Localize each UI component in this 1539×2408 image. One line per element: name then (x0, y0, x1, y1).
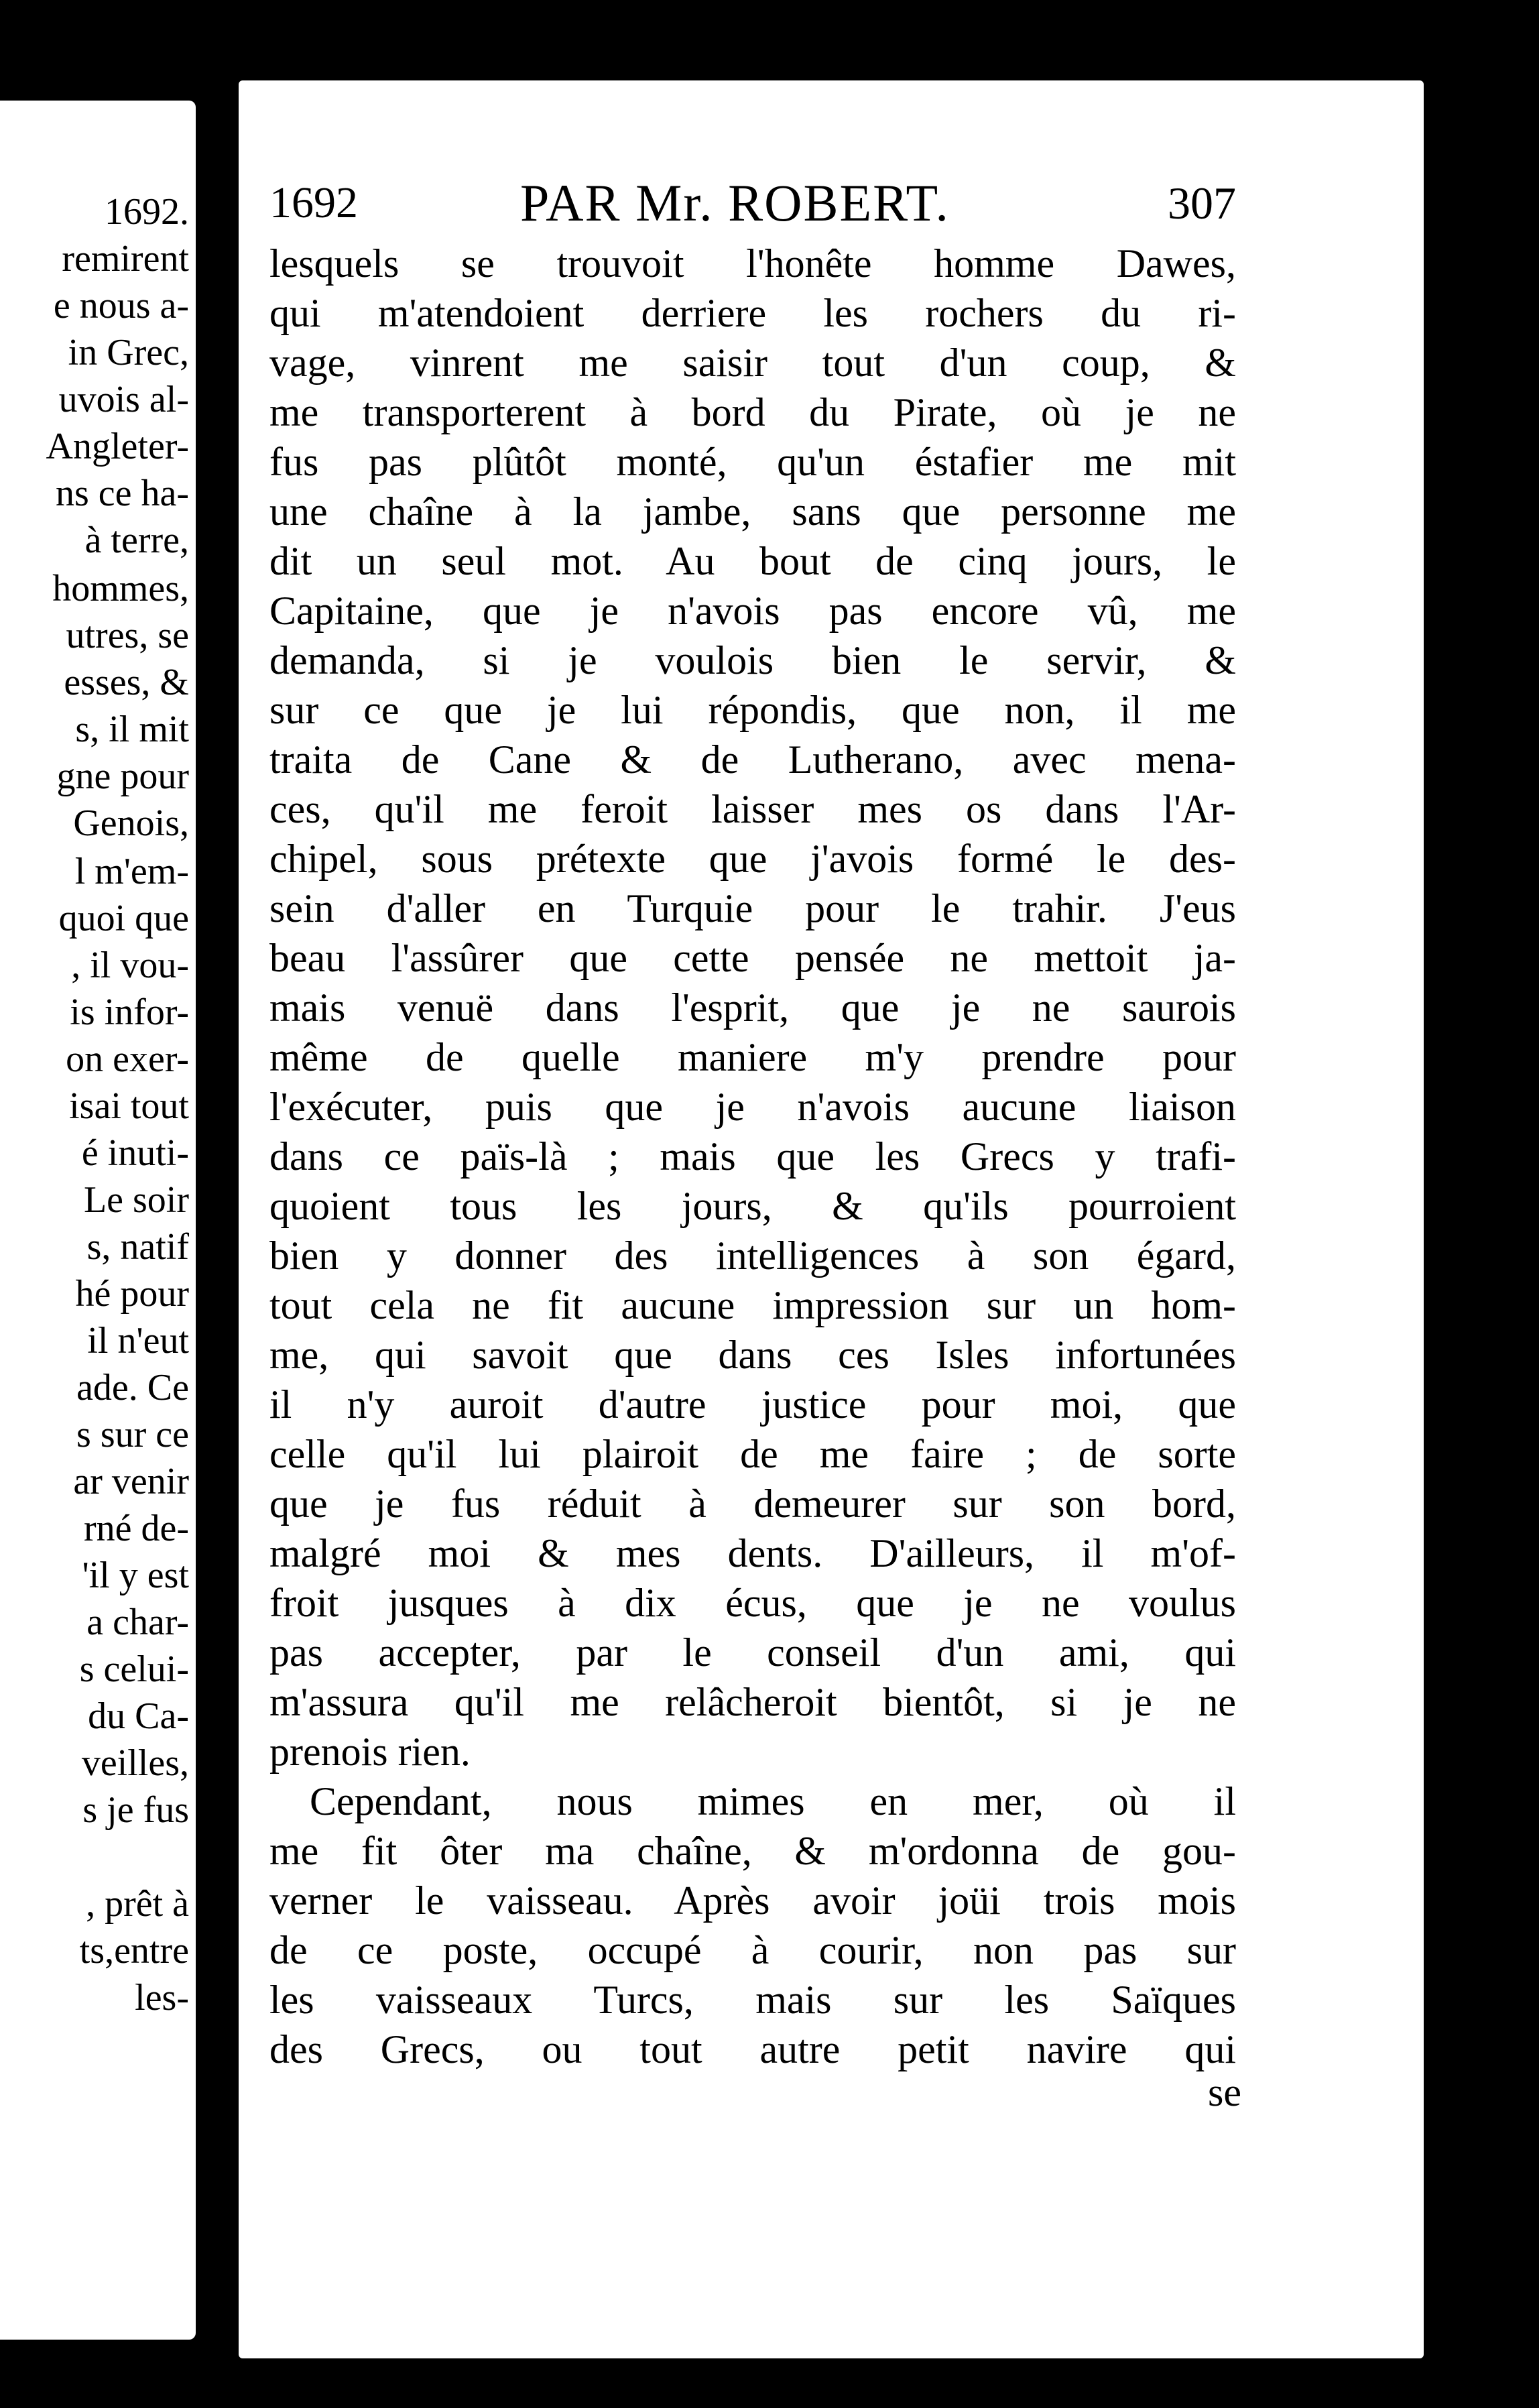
left-page-line: esses, & (64, 662, 189, 703)
left-page-line: veilles, (81, 1742, 189, 1784)
header-title: PAR Mr. ROBERT. (520, 174, 950, 232)
left-page-line: uvois al- (58, 379, 189, 420)
left-page-line: remirent (62, 238, 189, 280)
text-line: me transporterent à bord du Pirate, où je ne (269, 390, 1236, 434)
left-page-line: is infor- (70, 991, 189, 1033)
text-line: me, qui savoit que dans ces Isles infortunées (269, 1333, 1236, 1377)
left-page-line: isai tout (69, 1085, 189, 1127)
left-page-line: s celui- (79, 1648, 189, 1690)
text-line: l'exécuter, puis que je n'avois aucune liaison (269, 1085, 1236, 1129)
text-line: que je fus réduit à demeurer sur son bord, (269, 1482, 1236, 1526)
text-line: même de quelle maniere m'y prendre pour (269, 1035, 1236, 1079)
running-header (269, 173, 1236, 233)
text-line: Capitaine, que je n'avois pas encore vû, me (269, 589, 1236, 633)
text-line: traita de Cane & de Lutherano, avec mena- (269, 737, 1236, 782)
left-page-line: ns ce ha- (55, 473, 189, 514)
catchword: se (1208, 2070, 1241, 2114)
body-text (269, 239, 1236, 2074)
left-page-line: hommes, (52, 568, 189, 609)
left-page-line: e nous a- (53, 285, 189, 326)
text-line: ces, qu'il me feroit laisser mes os dans l'Ar- (269, 787, 1236, 831)
text-line: quoient tous les jours, & qu'ils pourroient (269, 1184, 1236, 1228)
left-page-line: ar venir (73, 1461, 189, 1502)
page-number: 307 (1168, 178, 1236, 229)
left-page-line: il n'eut (87, 1320, 189, 1362)
text-line: celle qu'il lui plairoit de me faire ; de sorte (269, 1432, 1236, 1476)
text-line: les vaisseaux Turcs, mais sur les Saïques (269, 1978, 1236, 2022)
left-page-line: utres, se (66, 615, 189, 656)
left-page-line: ade. Ce (76, 1367, 189, 1408)
left-page-line: du Ca- (88, 1695, 189, 1737)
left-page-line: in Grec, (68, 332, 189, 373)
left-page-line: l m'em- (74, 851, 189, 892)
text-line: il n'y auroit d'autre justice pour moi, que (269, 1382, 1236, 1427)
left-page-line: s je fus (82, 1789, 189, 1831)
left-page-line: rné de- (83, 1508, 189, 1549)
text-line: de ce poste, occupé à courir, non pas sur (269, 1928, 1236, 1972)
text-line: tout cela ne fit aucune impression sur un hom- (269, 1283, 1236, 1327)
ink-speck (485, 64, 491, 70)
left-page-line: Angleter- (46, 426, 189, 467)
text-line: verner le vaisseau. Après avoir joüi trois mois (269, 1878, 1236, 1923)
left-page-line: Le soir (83, 1179, 189, 1221)
left-page-line: les- (135, 1977, 189, 2019)
left-page-line: hé pour (75, 1273, 189, 1315)
header-year: 1692 (269, 178, 358, 227)
text-line: vage, vinrent me saisir tout d'un coup, & (269, 341, 1236, 385)
text-line: mais venuë dans l'esprit, que je ne saurois (269, 985, 1236, 1030)
text-line: m'assura qu'il me relâcheroit bientôt, si je ne (269, 1680, 1236, 1724)
left-page-line: on exer- (66, 1038, 189, 1080)
text-line: lesquels se trouvoit l'honête homme Dawes, (269, 241, 1236, 286)
text-line: beau l'assûrer que cette pensée ne mettoit ja- (269, 936, 1236, 980)
left-page-line: quoi que (58, 898, 189, 939)
text-line: prenois rien. (269, 1730, 471, 1774)
left-page-line: s sur ce (76, 1414, 189, 1455)
text-line: bien y donner des intelligences à son égard, (269, 1233, 1236, 1278)
text-line: Cependant, nous mimes en mer, où il (310, 1779, 1236, 1823)
left-page-line: 1692. (105, 191, 189, 233)
left-page-line: ts,entre (79, 1930, 189, 1972)
text-line: dans ce païs-là ; mais que les Grecs y trafi- (269, 1134, 1236, 1179)
text-line: des Grecs, ou tout autre petit navire qui (269, 2027, 1236, 2071)
left-page-line: gne pour (56, 756, 189, 797)
text-line: une chaîne à la jambe, sans que personne me (269, 489, 1236, 534)
text-line: sein d'aller en Turquie pour le trahir. J'eus (269, 886, 1236, 930)
text-line: froit jusques à dix écus, que je ne voulus (269, 1581, 1236, 1625)
text-line: dit un seul mot. Au bout de cinq jours, le (269, 539, 1236, 583)
text-line: pas accepter, par le conseil d'un ami, qui (269, 1630, 1236, 1675)
left-page (0, 101, 196, 2340)
text-line: sur ce que je lui répondis, que non, il me (269, 688, 1236, 732)
text-line: chipel, sous prétexte que j'avois formé le des- (269, 837, 1236, 881)
left-page-line: a char- (86, 1602, 189, 1643)
text-line: me fit ôter ma chaîne, & m'ordonna de gou- (269, 1829, 1236, 1873)
left-page-line: , il vou- (71, 945, 189, 986)
left-page-line: 'il y est (82, 1555, 189, 1596)
left-page-line: é inuti- (81, 1132, 189, 1174)
text-line: demanda, si je voulois bien le servir, & (269, 638, 1236, 682)
left-page-line: , prêt à (86, 1883, 189, 1925)
left-page-line: à terre, (84, 520, 189, 561)
left-page-line: s, natif (86, 1226, 189, 1268)
left-page-line: Genois, (73, 802, 189, 844)
text-line: malgré moi & mes dents. D'ailleurs, il m'of- (269, 1531, 1236, 1575)
main-page (239, 80, 1424, 2358)
left-page-line: s, il mit (75, 709, 189, 750)
text-line: fus pas plûtôt monté, qu'un éstafier me mit (269, 440, 1236, 484)
text-line: qui m'atendoient derriere les rochers du ri- (269, 291, 1236, 335)
